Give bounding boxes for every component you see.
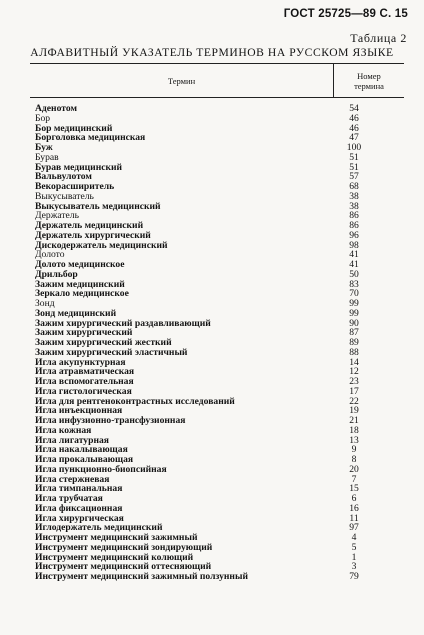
- term-cell: Вальвулотом: [35, 171, 92, 183]
- table-body: [35, 104, 405, 582]
- term-number-cell: 1: [351, 551, 357, 563]
- page-header: ГОСТ 25725—89 С. 15: [283, 8, 408, 20]
- term-cell: Инструмент медицинский зондирующий: [35, 541, 213, 553]
- term-cell: Буж: [35, 142, 53, 153]
- term-cell: Игла для рентгеноконтрастных исследований: [35, 395, 235, 407]
- term-number-cell: 89: [349, 337, 359, 348]
- term-cell: Бурав: [35, 151, 59, 163]
- term-cell: Игла тимпанальная: [35, 483, 123, 495]
- term-number-cell: 68: [349, 181, 359, 192]
- term-number-cell: 83: [349, 278, 359, 290]
- term-number-cell: 22: [349, 395, 359, 407]
- term-number-cell: 8: [351, 454, 357, 465]
- term-cell: Зонд: [35, 298, 55, 309]
- term-cell: Игла пункционно-биопсийная: [35, 463, 167, 475]
- term-cell: Зажим хирургический эластичный: [35, 346, 188, 358]
- term-cell: Долото: [35, 249, 65, 261]
- term-cell: Выкусыватель медицинский: [35, 200, 161, 212]
- table-title: АЛФАВИТНЫЙ УКАЗАТЕЛЬ ТЕРМИНОВ НА РУССКОМ ЯЗЫКЕ: [30, 46, 394, 59]
- term-number-cell: 20: [349, 463, 359, 475]
- term-number-cell: 46: [349, 122, 359, 134]
- term-number-cell: 87: [349, 327, 359, 339]
- term-number-cell: 100: [346, 142, 362, 153]
- term-number-cell: 98: [349, 239, 359, 251]
- term-number-cell: 54: [349, 103, 359, 114]
- term-number-cell: 46: [349, 112, 359, 124]
- term-number-cell: 23: [349, 376, 359, 387]
- table-header: [30, 63, 404, 98]
- term-number-cell: 96: [349, 229, 359, 241]
- term-cell: Игла фиксационная: [35, 502, 123, 514]
- term-cell: Игла инъекционная: [35, 405, 123, 417]
- column-header-number-line1: Номер: [357, 70, 381, 81]
- term-number-cell: 50: [349, 268, 359, 280]
- term-number-cell: 97: [349, 522, 359, 534]
- term-cell: Бурав медицинский: [35, 161, 123, 173]
- term-cell: Зажим медицинский: [35, 278, 125, 290]
- term-cell: Игла хирургическая: [35, 512, 124, 524]
- term-cell: Борголовка медицинская: [35, 132, 146, 144]
- term-cell: Инструмент медицинский зажимный ползунный: [35, 571, 248, 582]
- term-cell: Аденотом: [35, 103, 77, 114]
- term-cell: Игла гистологическая: [35, 385, 132, 397]
- term-cell: Игла прокалывающая: [35, 454, 134, 465]
- term-number-cell: 19: [349, 405, 359, 417]
- term-number-cell: 3: [351, 561, 357, 573]
- term-number-cell: 4: [351, 532, 357, 543]
- term-cell: Игла накалывающая: [35, 444, 128, 456]
- term-number-cell: 5: [351, 541, 357, 553]
- term-cell: Зажим хирургический: [35, 327, 133, 339]
- term-cell: Бор: [35, 112, 51, 124]
- term-cell: Игла кожная: [35, 424, 92, 436]
- term-number-cell: 86: [349, 210, 359, 222]
- column-header-number-line2: термина: [354, 80, 384, 91]
- column-header-term: Термин: [30, 64, 334, 97]
- term-number-cell: 9: [351, 444, 357, 456]
- term-cell: Иглодержатель медицинский: [35, 522, 163, 534]
- term-cell: Игла стержневая: [35, 473, 110, 485]
- term-cell: Держатель хирургический: [35, 229, 151, 241]
- term-cell: Игла акупунктурная: [35, 356, 126, 368]
- term-number-cell: 21: [349, 415, 359, 426]
- term-number-cell: 47: [349, 132, 359, 144]
- term-number-cell: 79: [349, 571, 359, 582]
- term-number-cell: 15: [349, 483, 359, 495]
- term-number-cell: 57: [349, 171, 359, 183]
- term-cell: Инструмент медицинский оттесняющий: [35, 561, 212, 573]
- term-number-cell: 38: [349, 190, 359, 202]
- term-number-cell: 70: [349, 288, 359, 300]
- column-header-number: [334, 64, 404, 97]
- term-number-cell: 99: [349, 298, 359, 309]
- term-number-cell: 16: [349, 502, 359, 514]
- term-cell: Игла инфузионно-трансфузионная: [35, 415, 186, 426]
- term-cell: Долото медицинское: [35, 259, 125, 270]
- term-number-cell: 14: [349, 356, 359, 368]
- term-number-cell: 11: [349, 512, 359, 524]
- term-cell: Зажим хирургический раздавливающий: [35, 317, 211, 329]
- term-cell: Дрильбор: [35, 268, 78, 280]
- term-number-cell: 88: [349, 346, 359, 358]
- term-number-cell: 38: [349, 200, 359, 212]
- term-cell: Игла атравматическая: [35, 366, 135, 378]
- term-cell: Держатель медицинский: [35, 220, 144, 231]
- term-number-cell: 41: [349, 259, 359, 270]
- term-number-cell: 51: [349, 161, 359, 173]
- term-cell: Игла трубчатая: [35, 493, 103, 504]
- term-number-cell: 51: [349, 151, 359, 163]
- term-cell: Векорасширитель: [35, 181, 115, 192]
- table-label: Таблица 2: [350, 31, 407, 45]
- term-cell: Зеркало медицинское: [35, 288, 129, 300]
- term-number-cell: 86: [349, 220, 359, 231]
- term-cell: Инструмент медицинский зажимный: [35, 532, 198, 543]
- term-number-cell: 7: [351, 473, 357, 485]
- term-cell: Выкусыватель: [35, 190, 94, 202]
- term-number-cell: 17: [349, 385, 359, 397]
- term-cell: Зажим хирургический жесткий: [35, 337, 172, 348]
- term-cell: Игла лигатурная: [35, 434, 109, 446]
- term-number-cell: 6: [351, 493, 357, 504]
- term-cell: Дискодержатель медицинский: [35, 239, 168, 251]
- term-cell: Игла вспомогательная: [35, 376, 134, 387]
- term-cell: Бор медицинский: [35, 122, 113, 134]
- term-number-cell: 12: [349, 366, 359, 378]
- term-cell: Зонд медицинский: [35, 307, 117, 319]
- term-number-cell: 99: [349, 307, 359, 319]
- term-number-cell: 90: [349, 317, 359, 329]
- term-cell: Держатель: [35, 210, 79, 222]
- term-cell: Инструмент медицинский колющий: [35, 551, 194, 563]
- term-number-cell: 41: [349, 249, 359, 261]
- term-number-cell: 13: [349, 434, 359, 446]
- table-row: [35, 572, 405, 582]
- term-number-cell: 18: [349, 424, 359, 436]
